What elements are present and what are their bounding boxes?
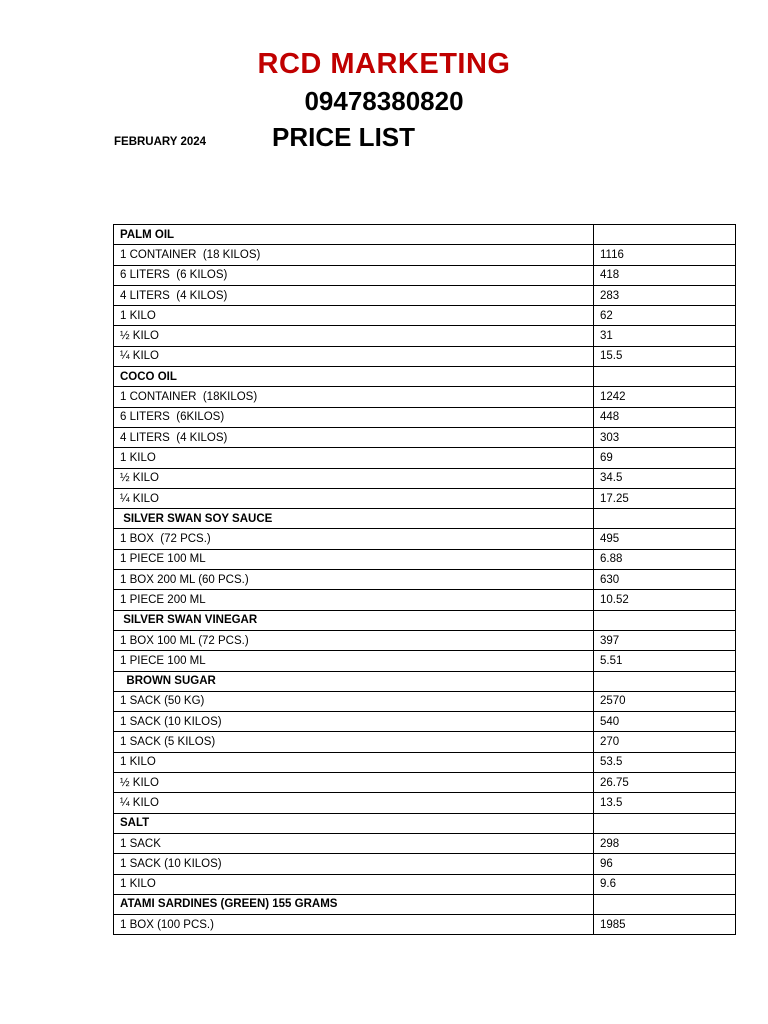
item-price: 69 bbox=[594, 448, 736, 468]
item-price: 2570 bbox=[594, 691, 736, 711]
category-name: BROWN SUGAR bbox=[114, 671, 594, 691]
item-description: 1 KILO bbox=[114, 306, 594, 326]
table-row bbox=[114, 773, 736, 793]
item-price: 283 bbox=[594, 285, 736, 305]
table-row bbox=[114, 915, 736, 935]
category-header-row bbox=[114, 894, 736, 914]
item-price: 31 bbox=[594, 326, 736, 346]
category-header-row bbox=[114, 813, 736, 833]
item-description: ¼ KILO bbox=[114, 346, 594, 366]
table-row bbox=[114, 326, 736, 346]
price-table bbox=[113, 224, 736, 935]
item-price bbox=[594, 367, 736, 387]
item-price: 34.5 bbox=[594, 468, 736, 488]
table-row bbox=[114, 549, 736, 569]
category-name: SALT bbox=[114, 813, 594, 833]
item-description: 1 SACK (10 KILOS) bbox=[114, 854, 594, 874]
table-row bbox=[114, 245, 736, 265]
item-price: 1242 bbox=[594, 387, 736, 407]
category-name: PALM OIL bbox=[114, 225, 594, 245]
table-row bbox=[114, 874, 736, 894]
item-price: 630 bbox=[594, 570, 736, 590]
table-row bbox=[114, 570, 736, 590]
item-price: 397 bbox=[594, 630, 736, 650]
item-price bbox=[594, 509, 736, 529]
category-header-row bbox=[114, 367, 736, 387]
item-price: 303 bbox=[594, 427, 736, 447]
item-description: 1 KILO bbox=[114, 874, 594, 894]
table-row bbox=[114, 529, 736, 549]
category-header-row bbox=[114, 225, 736, 245]
table-row bbox=[114, 265, 736, 285]
item-price: 26.75 bbox=[594, 773, 736, 793]
item-price: 5.51 bbox=[594, 651, 736, 671]
item-description: ¼ KILO bbox=[114, 488, 594, 508]
table-row bbox=[114, 285, 736, 305]
item-price: 448 bbox=[594, 407, 736, 427]
category-header-row bbox=[114, 509, 736, 529]
item-description: 4 LITERS (4 KILOS) bbox=[114, 427, 594, 447]
item-description: 1 SACK (5 KILOS) bbox=[114, 732, 594, 752]
item-description: 6 LITERS (6 KILOS) bbox=[114, 265, 594, 285]
item-price bbox=[594, 671, 736, 691]
item-price: 17.25 bbox=[594, 488, 736, 508]
table-row bbox=[114, 346, 736, 366]
item-price: 418 bbox=[594, 265, 736, 285]
table-row bbox=[114, 793, 736, 813]
item-price: 53.5 bbox=[594, 752, 736, 772]
table-row bbox=[114, 752, 736, 772]
item-description: 1 SACK bbox=[114, 833, 594, 853]
item-price: 1985 bbox=[594, 915, 736, 935]
table-row bbox=[114, 651, 736, 671]
item-description: 1 CONTAINER (18 KILOS) bbox=[114, 245, 594, 265]
table-row bbox=[114, 833, 736, 853]
table-row bbox=[114, 712, 736, 732]
table-row bbox=[114, 387, 736, 407]
table-row bbox=[114, 407, 736, 427]
item-price: 270 bbox=[594, 732, 736, 752]
phone-number: 09478380820 bbox=[304, 86, 464, 116]
page-title: PRICE LIST bbox=[272, 122, 416, 152]
item-description: 1 KILO bbox=[114, 752, 594, 772]
item-description: 1 KILO bbox=[114, 448, 594, 468]
item-price: 298 bbox=[594, 833, 736, 853]
table-row bbox=[114, 691, 736, 711]
category-name: COCO OIL bbox=[114, 367, 594, 387]
table-row bbox=[114, 488, 736, 508]
item-price bbox=[594, 225, 736, 245]
table-row bbox=[114, 854, 736, 874]
item-price: 1116 bbox=[594, 245, 736, 265]
category-name: SILVER SWAN VINEGAR bbox=[114, 610, 594, 630]
price-list-date: FEBRUARY 2024 bbox=[114, 136, 207, 148]
category-name: SILVER SWAN SOY SAUCE bbox=[114, 509, 594, 529]
table-row bbox=[114, 590, 736, 610]
table-row bbox=[114, 306, 736, 326]
item-description: ½ KILO bbox=[114, 468, 594, 488]
item-description: 1 BOX 200 ML (60 PCS.) bbox=[114, 570, 594, 590]
item-description: 4 LITERS (4 KILOS) bbox=[114, 285, 594, 305]
category-header-row bbox=[114, 671, 736, 691]
item-description: 1 BOX 100 ML (72 PCS.) bbox=[114, 630, 594, 650]
item-description: 1 CONTAINER (18KILOS) bbox=[114, 387, 594, 407]
item-price: 495 bbox=[594, 529, 736, 549]
company-name: RCD MARKETING bbox=[257, 48, 511, 80]
item-price: 62 bbox=[594, 306, 736, 326]
item-price: 540 bbox=[594, 712, 736, 732]
price-table-body bbox=[114, 225, 736, 935]
item-price: 9.6 bbox=[594, 874, 736, 894]
item-price: 96 bbox=[594, 854, 736, 874]
item-description: 1 PIECE 100 ML bbox=[114, 651, 594, 671]
item-price bbox=[594, 610, 736, 630]
table-row bbox=[114, 427, 736, 447]
item-description: 1 BOX (100 PCS.) bbox=[114, 915, 594, 935]
table-row bbox=[114, 732, 736, 752]
item-description: ½ KILO bbox=[114, 326, 594, 346]
item-price: 13.5 bbox=[594, 793, 736, 813]
item-description: ¼ KILO bbox=[114, 793, 594, 813]
item-price: 15.5 bbox=[594, 346, 736, 366]
item-price: 10.52 bbox=[594, 590, 736, 610]
item-description: 1 BOX (72 PCS.) bbox=[114, 529, 594, 549]
item-price bbox=[594, 813, 736, 833]
category-name: ATAMI SARDINES (GREEN) 155 GRAMS bbox=[114, 894, 594, 914]
item-description: 1 PIECE 100 ML bbox=[114, 549, 594, 569]
item-description: 1 SACK (10 KILOS) bbox=[114, 712, 594, 732]
item-description: 6 LITERS (6KILOS) bbox=[114, 407, 594, 427]
table-row bbox=[114, 468, 736, 488]
category-header-row bbox=[114, 610, 736, 630]
item-description: 1 SACK (50 KG) bbox=[114, 691, 594, 711]
item-price: 6.88 bbox=[594, 549, 736, 569]
item-description: 1 PIECE 200 ML bbox=[114, 590, 594, 610]
item-price bbox=[594, 894, 736, 914]
item-description: ½ KILO bbox=[114, 773, 594, 793]
table-row bbox=[114, 448, 736, 468]
table-row bbox=[114, 630, 736, 650]
